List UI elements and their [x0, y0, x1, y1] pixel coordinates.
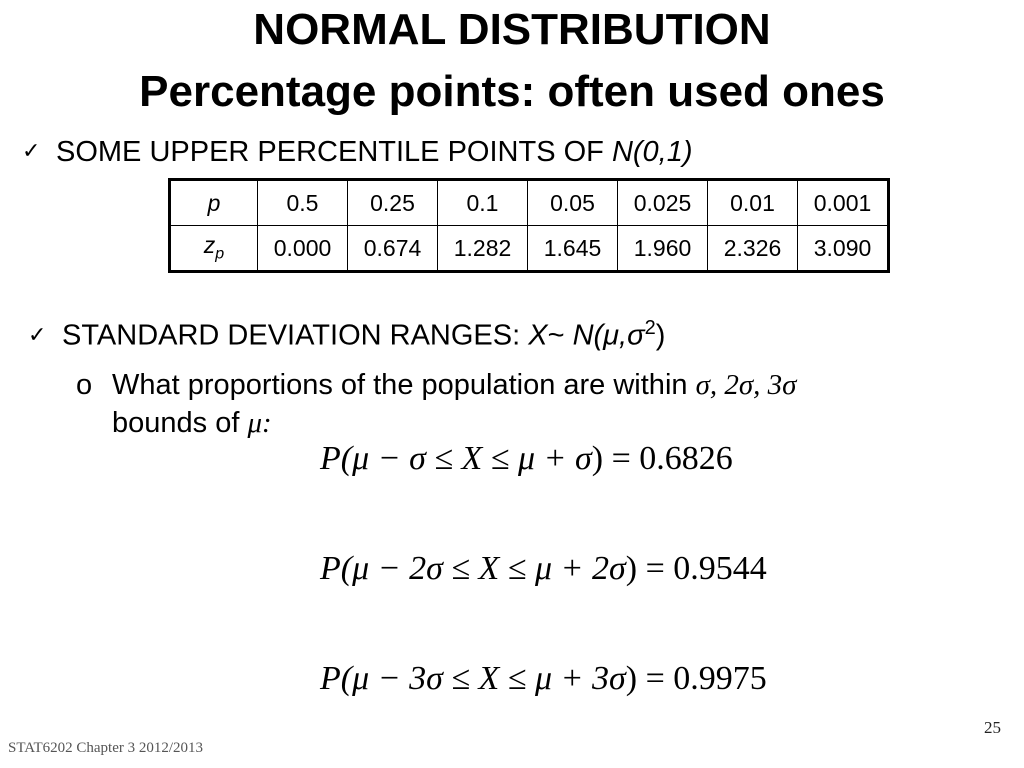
bullet-sup: 2: [644, 317, 656, 339]
table-cell: 3.090: [798, 226, 889, 272]
zp-symbol: z: [203, 232, 216, 259]
percentile-table: [168, 178, 890, 273]
bullet-sd-ranges: [28, 318, 665, 351]
page-number: 25: [984, 718, 1001, 737]
table-cell: 0.674: [348, 226, 438, 272]
table-cell: 0.000: [258, 226, 348, 272]
eq-inner: μ − 2σ ≤ X ≤ μ + 2σ: [352, 550, 626, 587]
slide-footer: STAT6202 Chapter 3 2012/2013: [8, 740, 204, 756]
bullet-close: ): [655, 319, 666, 352]
table-cell: 0.001: [798, 180, 889, 226]
eq-prefix: P(: [320, 660, 353, 697]
zp-subscript: p: [215, 245, 225, 263]
table-row: [170, 226, 889, 272]
table-cell: 0.1: [438, 180, 528, 226]
bullet-text: STANDARD DEVIATION RANGES:: [62, 319, 529, 352]
eq-prefix: P(: [320, 550, 353, 587]
bullet-var: X: [528, 319, 548, 352]
table-cell: 0.25: [348, 180, 438, 226]
bullet-text: SOME UPPER PERCENTILE POINTS OF: [56, 136, 612, 168]
table-cell: 1.645: [528, 226, 618, 272]
table-cell: 2.326: [708, 226, 798, 272]
slide-title: NORMAL DISTRIBUTION: [253, 5, 771, 54]
equation-3sigma: [320, 662, 767, 696]
sub-bullet-text: What proportions of the population are within: [112, 369, 696, 401]
eq-rhs: ) = 0.9975: [625, 660, 767, 697]
sub-bullet-marker: o: [76, 369, 93, 401]
table-cell: 0.5: [258, 180, 348, 226]
eq-prefix: P(: [320, 440, 353, 477]
bullet-tilde: ~: [547, 319, 573, 352]
table-cell: 1.960: [618, 226, 708, 272]
bullet-percentile-points: [22, 138, 693, 167]
eq-rhs: ) = 0.9544: [625, 550, 767, 587]
table-row-header: [170, 226, 258, 272]
sub-bullet: [76, 366, 1016, 442]
sub-bullet-text2: bounds of: [112, 407, 248, 439]
eq-rhs: ) = 0.6826: [591, 440, 733, 477]
slide-subtitle: Percentage points: often used ones: [139, 67, 885, 116]
table-cell: 1.282: [438, 226, 528, 272]
equation-1sigma: [320, 442, 733, 476]
equation-2sigma: [320, 552, 767, 586]
checkmark-icon: ✓: [22, 138, 41, 163]
table-row-header: p: [170, 180, 258, 226]
table-cell: 0.025: [618, 180, 708, 226]
bullet-math: N(0,1): [611, 136, 693, 168]
sub-bullet-mu: μ:: [247, 407, 272, 439]
sub-bullet-bounds: σ, 2σ, 3σ: [695, 369, 797, 401]
checkmark-icon: ✓: [28, 321, 47, 347]
eq-inner: μ − 3σ ≤ X ≤ μ + 3σ: [352, 660, 626, 697]
eq-inner: μ − σ ≤ X ≤ μ + σ: [352, 440, 592, 477]
table-cell: 0.01: [708, 180, 798, 226]
bullet-dist: N(μ,σ: [572, 319, 645, 352]
table-cell: 0.05: [528, 180, 618, 226]
table-row: [170, 180, 889, 226]
